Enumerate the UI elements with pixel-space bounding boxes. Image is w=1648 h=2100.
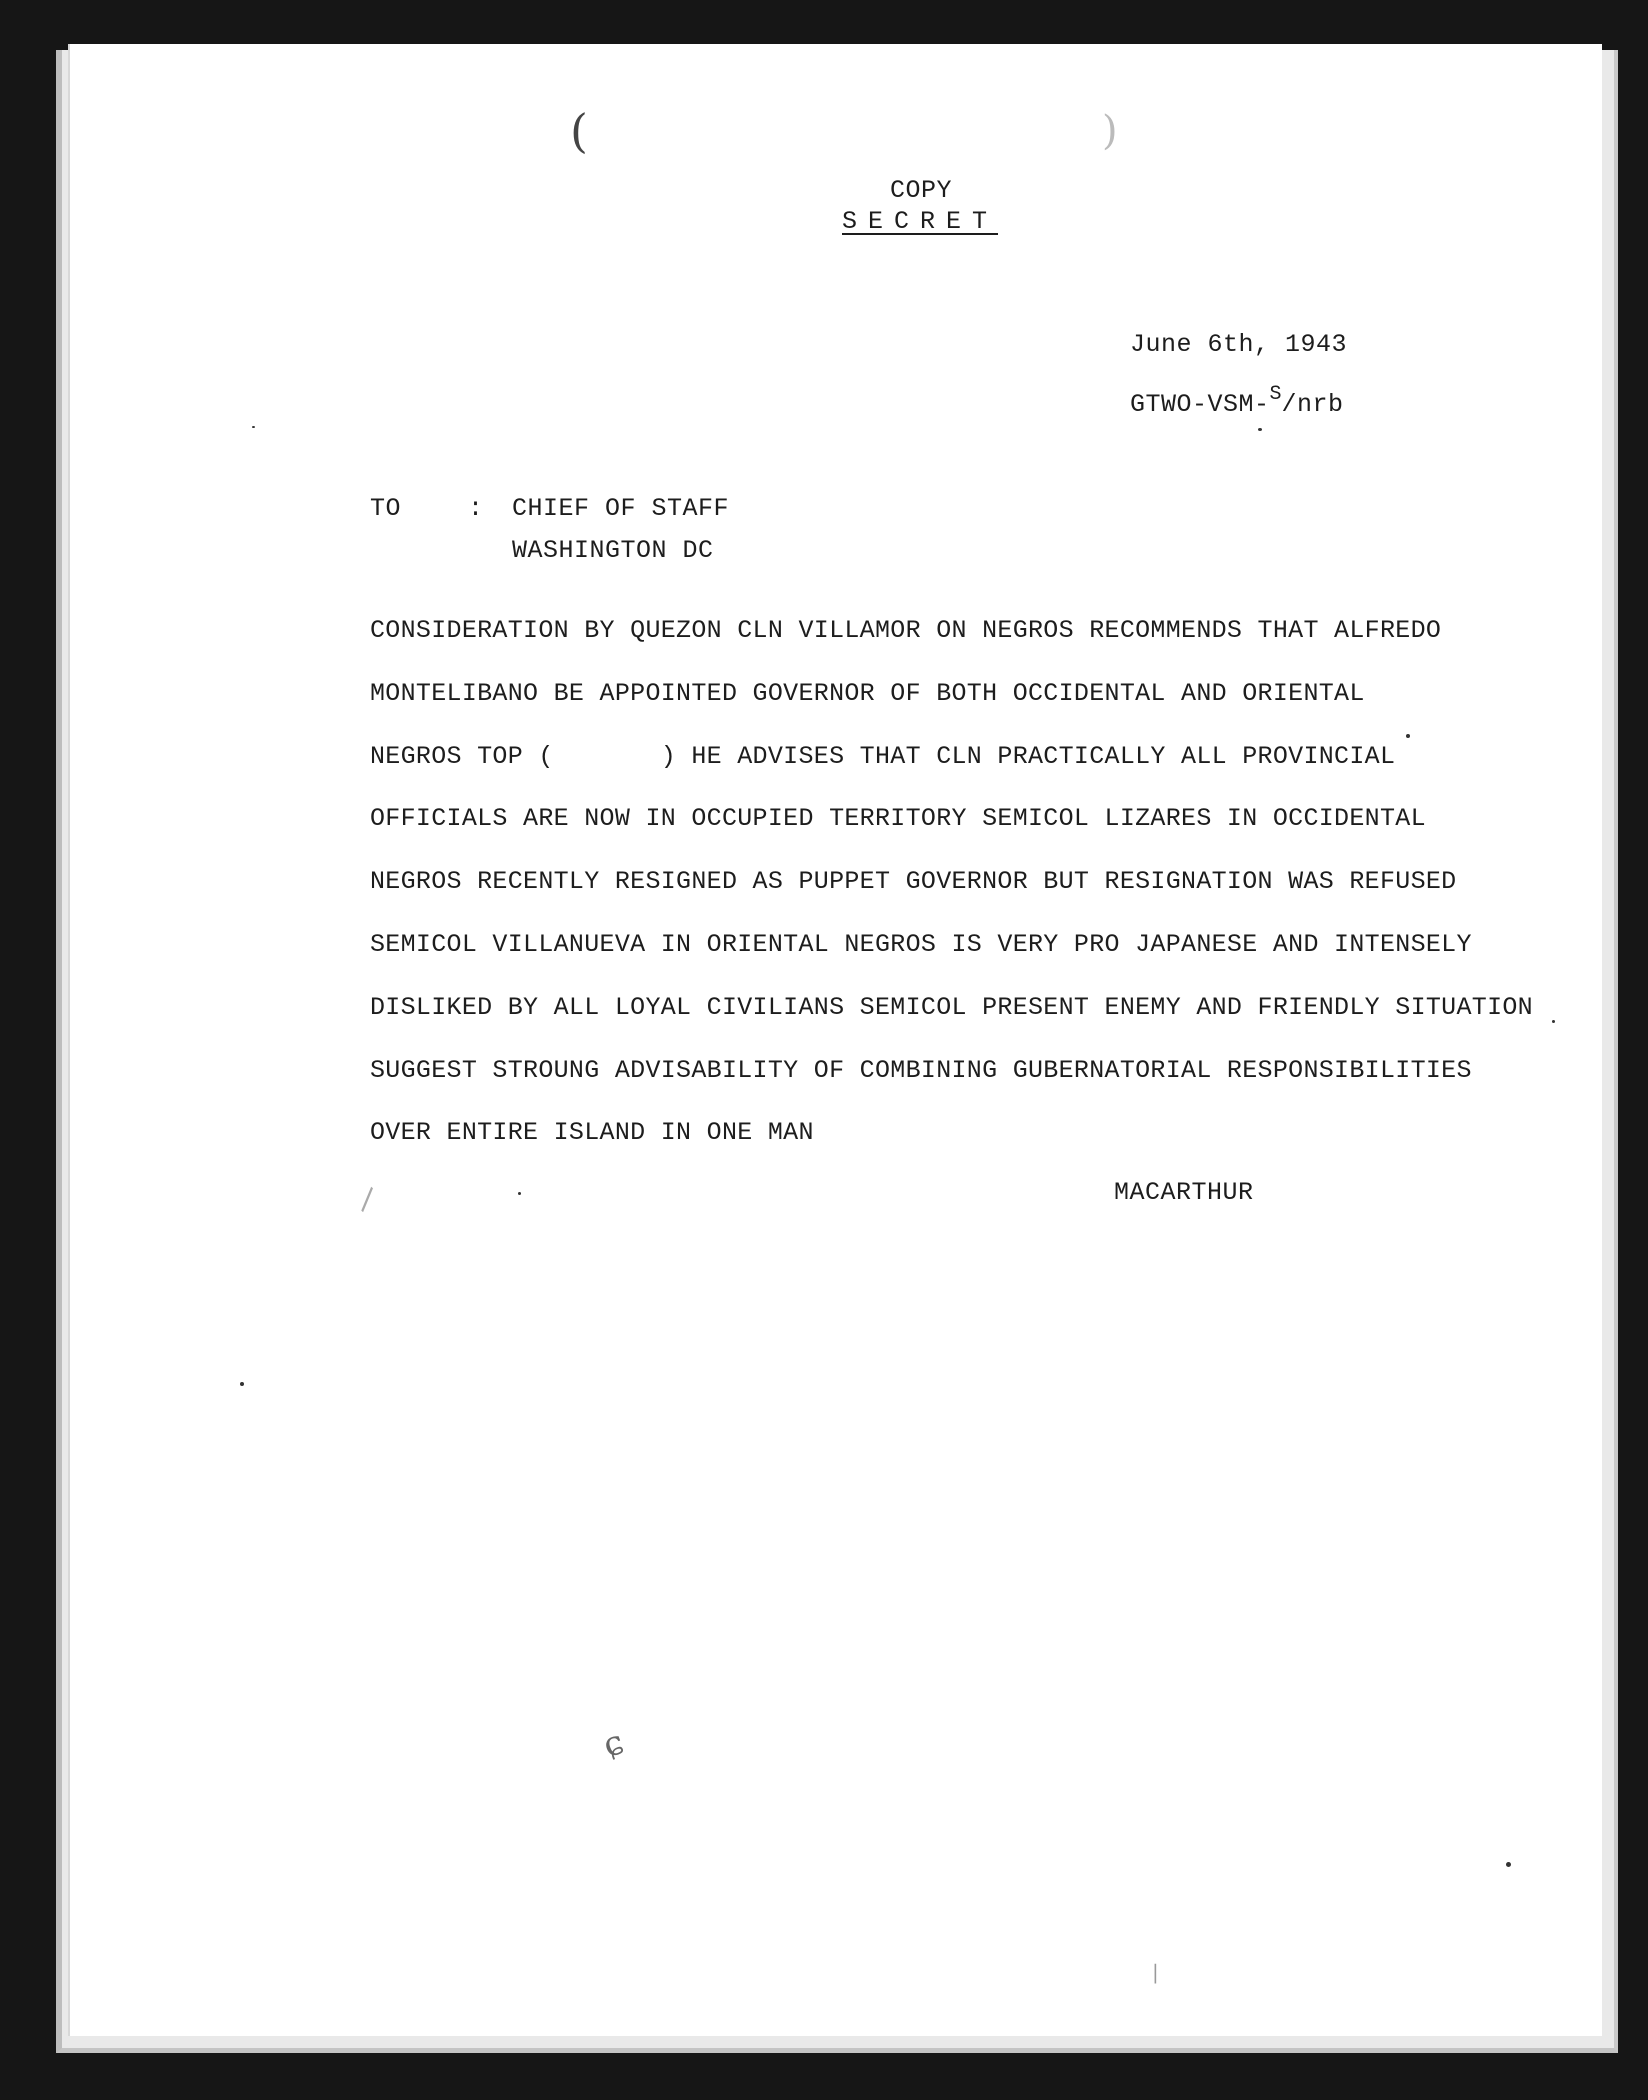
- to-colon: :: [468, 494, 484, 523]
- document-date: June 6th, 1943: [1130, 330, 1348, 359]
- scuff-mark: \: [351, 1182, 383, 1217]
- body-line: MONTELIBANO BE APPOINTED GOVERNOR OF BOTH OCCIDENTAL AND ORIENTAL: [370, 678, 1365, 708]
- body-line: NEGROS TOP ( ) HE ADVISES THAT CLN PRACTICALLY ALL PROVINCIAL: [370, 741, 1396, 771]
- speck: [240, 1382, 244, 1386]
- heading-copy: COPY: [890, 176, 953, 205]
- document-page: [68, 44, 1602, 2036]
- signature: MACARTHUR: [1114, 1178, 1254, 1207]
- speck: [1506, 1862, 1511, 1867]
- speck: [1258, 428, 1262, 431]
- punch-hole-mark-right: ): [1102, 108, 1118, 154]
- body-line: SEMICOL VILLANUEVA IN ORIENTAL NEGROS IS VERY PRO JAPANESE AND INTENSELY: [370, 929, 1472, 959]
- body-line: DISLIKED BY ALL LOYAL CIVILIANS SEMICOL PRESENT ENEMY AND FRIENDLY SITUATION: [370, 992, 1533, 1022]
- body-line: OVER ENTIRE ISLAND IN ONE MAN: [370, 1118, 814, 1148]
- punch-hole-mark-left: (: [570, 104, 588, 158]
- reference-code: [1130, 383, 1344, 419]
- speck: [252, 426, 255, 428]
- body-line: OFFICIALS ARE NOW IN OCCUPIED TERRITORY SEMICOL LIZARES IN OCCIDENTAL: [370, 804, 1426, 834]
- body-line: CONSIDERATION BY QUEZON CLN VILLAMOR ON NEGROS RECOMMENDS THAT ALFREDO: [370, 616, 1442, 645]
- speck: [1552, 1020, 1555, 1023]
- to-label: TO: [370, 494, 402, 523]
- reference-prefix: GTWO-VSM-: [1130, 390, 1270, 419]
- body-line: SUGGEST STROUNG ADVISABILITY OF COMBINING GUBERNATORIAL RESPONSIBILITIES: [370, 1055, 1472, 1085]
- message-body: [370, 616, 1533, 1181]
- addressee-line-2: WASHINGTON DC: [512, 536, 714, 565]
- speck: [518, 1192, 521, 1195]
- scuff-mark: |: [1152, 1960, 1159, 1984]
- reference-superscript: S: [1269, 383, 1282, 406]
- heading-secret: SECRET: [842, 207, 999, 236]
- addressee-line-1: CHIEF OF STAFF: [512, 494, 730, 523]
- body-line: NEGROS RECENTLY RESIGNED AS PUPPET GOVERNOR BUT RESIGNATION WAS REFUSED: [370, 867, 1457, 897]
- reference-suffix: /nrb: [1281, 390, 1344, 419]
- scuff-mark: ɕ: [597, 1721, 630, 1767]
